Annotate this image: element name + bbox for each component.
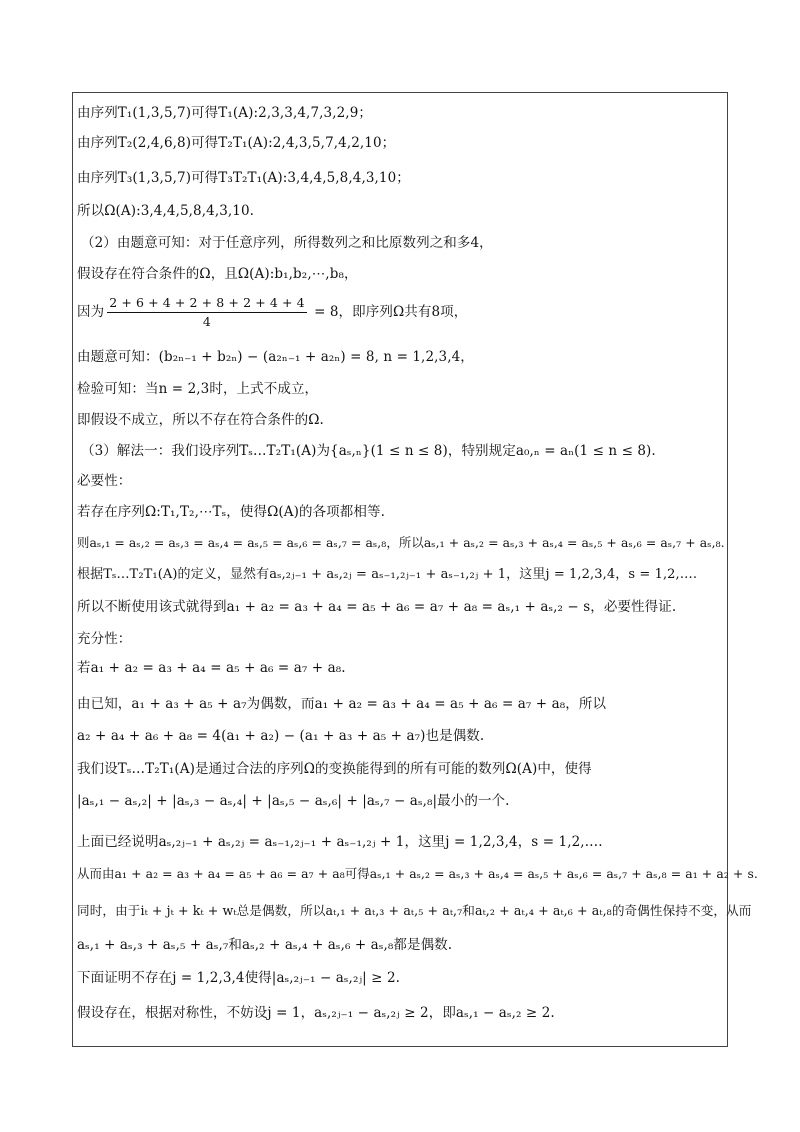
fraction	[107, 295, 306, 330]
text-line: 由序列T₂(2,4,6,8)可得T₂T₁(A):2,4,3,5,7,4,2,10；	[77, 135, 396, 151]
fraction-numerator: 2 + 6 + 4 + 2 + 8 + 2 + 4 + 4	[107, 295, 306, 313]
text-line: 所以Ω(A):3,4,4,5,8,4,3,10.	[77, 203, 255, 219]
fraction-prefix: 因为	[77, 304, 105, 320]
text-line: 由已知，a₁ + a₃ + a₅ + a₇为偶数，而a₁ + a₂ = a₃ + a₄ = a₅ + a₆ = a₇ + a₈，所以	[77, 696, 607, 712]
text-line: 即假设不成立，所以不存在符合条件的Ω.	[77, 412, 324, 428]
text-line: 上面已经说明aₛ,₂ⱼ₋₁ + aₛ,₂ⱼ = aₛ₋₁,₂ⱼ₋₁ + aₛ₋₁,₂ⱼ + 1，这里j = 1,2,3,4，s = 1,2,….	[77, 834, 603, 850]
text-line: aₛ,₁ + aₛ,₃ + aₛ,₅ + aₛ,₇和aₛ,₂ + aₛ,₄ + aₛ,₆ + aₛ,₈都是偶数.	[77, 937, 453, 953]
text-line: 充分性：	[77, 631, 132, 647]
fraction-denominator: 4	[202, 314, 211, 329]
text-line: 由序列T₁(1,3,5,7)可得T₁(A):2,3,3,4,7,3,2,9；	[77, 105, 372, 121]
text-line: 从而由a₁ + a₂ = a₃ + a₄ = a₅ + a₆ = a₇ + a₈可得aₛ,₁ + aₛ,₂ = aₛ,₃ + aₛ,₄ = aₛ,₅ + aₛ,₆ = aₛ,₇ + aₛ,₈ = a₁ + a₂ + s.	[77, 866, 758, 881]
fraction-suffix: = 8，即序列Ω共有8项，	[309, 304, 468, 320]
text-line: 根据Tₛ…T₂T₁(A)的定义，显然有aₛ,₂ⱼ₋₁ + aₛ,₂ⱼ = aₛ₋₁,₂ⱼ₋₁ + aₛ₋₁,₂ⱼ + 1，这里j = 1,2,3,4，s = 1,2,….	[77, 567, 698, 582]
text-line: a₂ + a₄ + a₆ + a₈ = 4(a₁ + a₂) − (a₁ + a₃ + a₅ + a₇)也是偶数.	[77, 728, 485, 744]
text-line: 若存在序列Ω:T₁,T₂,⋯Tₛ，使得Ω(A)的各项都相等.	[77, 504, 385, 520]
text-line: 则aₛ,₁ = aₛ,₂ = aₛ,₃ = aₛ,₄ = aₛ,₅ = aₛ,₆ = aₛ,₇ = aₛ,₈，所以aₛ,₁ + aₛ,₂ = aₛ,₃ + aₛ,₄ = aₛ,₅ + aₛ,₆ = aₛ,₇ + aₛ,₈.	[77, 535, 725, 550]
text-line: 我们设Tₛ…T₂T₁(A)是通过合法的序列Ω的变换能得到的所有可能的数列Ω(A)中，使得	[77, 761, 592, 777]
text-line: |aₛ,₁ − aₛ,₂| + |aₛ,₃ − aₛ,₄| + |aₛ,₅ − aₛ,₆| + |aₛ,₇ − aₛ,₈|最小的一个.	[77, 793, 510, 809]
text-line: 假设存在，根据对称性，不妨设j = 1，aₛ,₂ⱼ₋₁ − aₛ,₂ⱼ ≥ 2，即aₛ,₁ − aₛ,₂ ≥ 2.	[77, 1005, 555, 1021]
text-line: 同时，由于iₜ + jₜ + kₜ + wₜ总是偶数，所以aₜ,₁ + aₜ,₃ + aₜ,₅ + aₜ,₇和aₜ,₂ + aₜ,₄ + aₜ,₆ + aₜ,₈的奇偶性保持不变，从而	[77, 903, 752, 918]
solution-box	[72, 92, 758, 1047]
text-line: 下面证明不存在j = 1,2,3,4使得|aₛ,₂ⱼ₋₁ − aₛ,₂ⱼ| ≥ 2.	[77, 970, 401, 986]
fraction-line	[77, 294, 721, 330]
text-line: 所以不断使用该式就得到a₁ + a₂ = a₃ + a₄ = a₅ + a₆ = a₇ + a₈ = aₛ,₁ + aₛ,₂ − s，必要性得证.	[77, 599, 677, 615]
text-line: 必要性：	[77, 473, 132, 489]
text-line: （2）由题意可知：对于任意序列，所得数列之和比原数列之和多4，	[81, 235, 493, 251]
text-line: 假设存在符合条件的Ω，且Ω(A):b₁,b₂,⋯,b₈，	[77, 266, 358, 282]
text-line: 检验可知：当n = 2,3时，上式不成立，	[77, 381, 319, 397]
text-line: 由序列T₃(1,3,5,7)可得T₃T₂T₁(A):3,4,4,5,8,4,3,10；	[77, 170, 410, 186]
text-line: 由题意可知：(b₂ₙ₋₁ + b₂ₙ) − (a₂ₙ₋₁ + a₂ₙ) = 8, n = 1,2,3,4，	[77, 349, 474, 365]
text-line: 若a₁ + a₂ = a₃ + a₄ = a₅ + a₆ = a₇ + a₈.	[77, 660, 346, 676]
text-line: （3）解法一：我们设序列Tₛ…T₂T₁(A)为{aₛ,ₙ}(1 ≤ n ≤ 8)，特别规定a₀,ₙ = aₙ(1 ≤ n ≤ 8).	[81, 443, 656, 459]
